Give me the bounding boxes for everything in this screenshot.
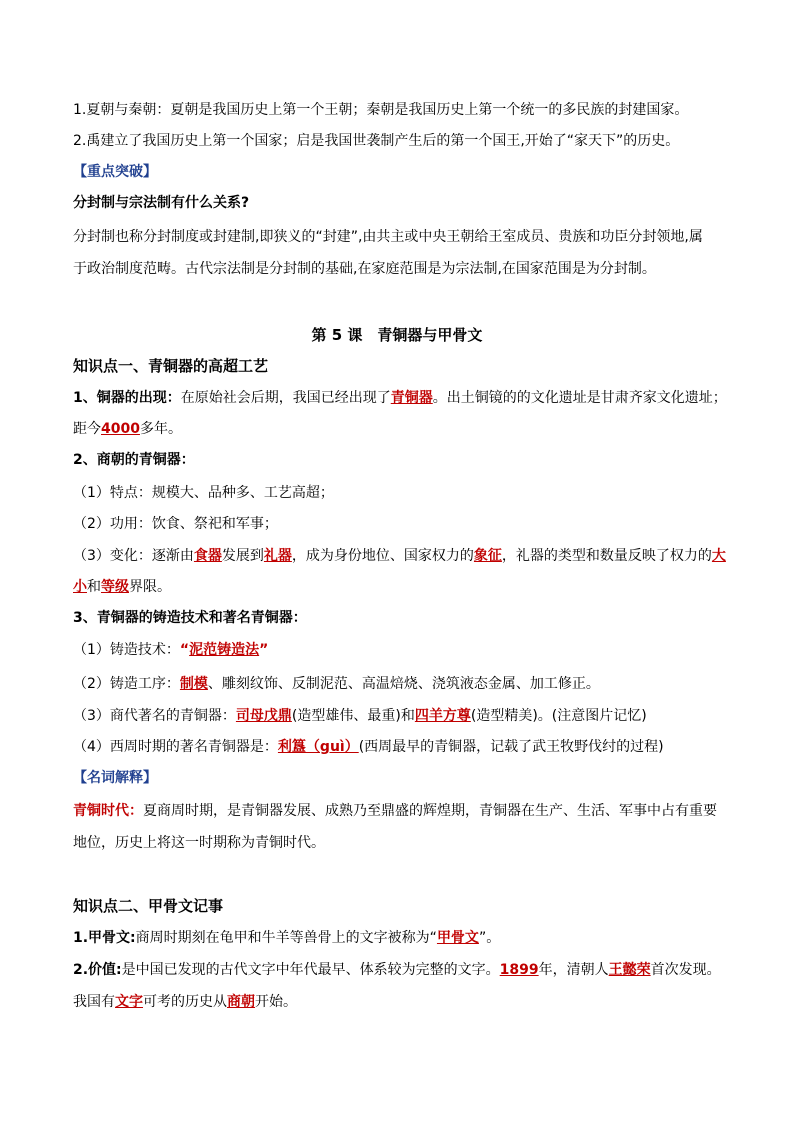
q1-text-c: ”。 xyxy=(478,930,501,946)
q2-keyword-writing: 文字 xyxy=(115,994,143,1010)
q2-keyword-shang: 商朝 xyxy=(227,994,255,1010)
answer-line-2: 于政治制度范畴。古代宗法制是分封制的基础,在家庭范围是为宗法制,在国家范围是为分封制。 xyxy=(73,261,656,277)
term-text-1: 夏商周时期，是青铜器发展、成熟乃至鼎盛的辉煌期，青铜器在生产、生活、军事中占有重要 xyxy=(143,803,717,819)
q2-keyword-wang-yirong: 王懿荣 xyxy=(608,962,651,978)
p3-i3-text-e: (造型精美)。(注意图片记忆) xyxy=(470,708,647,724)
p2-item-2: （2）功用：饮食、祭祀和军事； xyxy=(73,516,278,532)
q2-text-e: 首次发现。 xyxy=(650,962,721,978)
q2-text-f: 我国有 xyxy=(73,994,115,1010)
p3-i4-text-a: （4）西周时期的著名青铜器是： xyxy=(73,739,278,755)
p3-keyword-ligui: 利簋（guì） xyxy=(277,739,359,755)
p3-i1-quote-close: ” xyxy=(259,642,269,658)
p2-item-3-line-2 xyxy=(73,577,171,597)
p3-label: 3、青铜器的铸造技术和著名青铜器： xyxy=(73,610,307,626)
p2-keyword-rank: 等级 xyxy=(101,579,129,595)
term-label: 青铜时代： xyxy=(73,803,143,819)
p1-keyword-years: 4000 xyxy=(101,421,140,437)
p1-text-d: 距今 xyxy=(73,421,101,437)
p1-text-f: 多年。 xyxy=(139,421,182,437)
q2-line-1 xyxy=(73,960,721,980)
p2-i3-text-e: ，成为身份地位、国家权力的 xyxy=(291,548,474,564)
p1-line-2 xyxy=(73,419,182,439)
knowledge-point-1-heading: 知识点一、青铜器的高超工艺 xyxy=(73,357,269,375)
q2-text-j: 开始。 xyxy=(255,994,297,1010)
p3-i2-text-a: （2）铸造工序： xyxy=(73,676,180,692)
p2-keyword-symbol: 象征 xyxy=(473,548,502,564)
p2-keyword-size-2: 小 xyxy=(73,579,87,595)
knowledge-point-2-heading: 知识点二、甲骨文记事 xyxy=(73,897,224,915)
p1-text-c: 。出土铜镜的的文化遗址是甘肃齐家文化遗址； xyxy=(432,390,727,406)
q1-keyword-oracle-bone: 甲骨文 xyxy=(436,930,479,946)
p3-keyword-clay-mold: 泥范铸造法 xyxy=(189,642,260,658)
p3-i3-text-a: （3）商代著名的青铜器： xyxy=(73,708,236,724)
p2-item-3-line-1 xyxy=(73,546,726,566)
p3-i3-text-c: (造型雄伟、最重)和 xyxy=(291,708,415,724)
intro-line-2: 2.禹建立了我国历史上第一个国家；启是我国世袭制产生后的第一个国王,开始了“家天下”的历史。 xyxy=(73,133,680,149)
p3-item-3 xyxy=(73,706,647,726)
question-heading: 分封制与宗法制有什么关系? xyxy=(73,195,250,211)
q2-text-h: 可考的历史从 xyxy=(143,994,227,1010)
p3-item-1 xyxy=(73,640,268,660)
p2-i3-text-j: 和 xyxy=(87,579,101,595)
p3-keyword-mold: 制模 xyxy=(179,676,208,692)
p2-i3-text-a: （3）变化：逐渐由 xyxy=(73,548,194,564)
p2-keyword-size-1: 大 xyxy=(711,548,726,564)
p1-line-1 xyxy=(73,388,727,408)
q2-text-c: 年，清朝人 xyxy=(538,962,609,978)
q1-line xyxy=(73,928,500,948)
q2-line-2 xyxy=(73,992,297,1012)
term-line-1 xyxy=(73,801,717,821)
lesson-title: 第 5 课 青铜器与甲骨文 xyxy=(311,326,483,344)
p2-keyword-food-vessel: 食器 xyxy=(193,548,222,564)
p1-text-a: 在原始社会后期，我国已经出现了 xyxy=(180,390,391,406)
p2-keyword-ritual-vessel: 礼器 xyxy=(263,548,292,564)
p3-i2-text-c: 、雕刻纹饰、反制泥范、高温焙烧、浇筑液态金属、加工修正。 xyxy=(207,676,600,692)
p3-keyword-siyang-fangzun: 四羊方尊 xyxy=(414,708,471,724)
p2-i3-text-c: 发展到 xyxy=(221,548,264,564)
term-tag: 【名词解释】 xyxy=(73,770,157,786)
p2-label: 2、商朝的青铜器： xyxy=(73,452,195,468)
p3-i4-text-c: (西周最早的青铜器，记载了武王牧野伐纣的过程) xyxy=(358,739,664,755)
p1-label: 1、铜器的出现： xyxy=(73,390,181,406)
q2-keyword-year: 1899 xyxy=(499,962,539,978)
q1-label: 1.甲骨文: xyxy=(73,930,136,946)
intro-line-1: 1.夏朝与秦朝：夏朝是我国历史上第一个王朝；秦朝是我国历史上第一个统一的多民族的封建国家。 xyxy=(73,102,689,118)
p3-keyword-simuwu-ding: 司母戊鼎 xyxy=(235,708,292,724)
p2-i3-text-l: 界限。 xyxy=(129,579,171,595)
q2-text-a: 是中国已发现的古代文字中年代最早、体系较为完整的文字。 xyxy=(121,962,500,978)
p2-item-1: （1）特点：规模大、品种多、工艺高超； xyxy=(73,485,334,501)
term-line-2: 地位，历史上将这一时期称为青铜时代。 xyxy=(73,835,325,851)
q1-text-a: 商周时期刻在龟甲和牛羊等兽骨上的文字被称为“ xyxy=(135,930,437,946)
key-points-tag: 【重点突破】 xyxy=(73,164,157,180)
p3-item-4 xyxy=(73,737,664,757)
q2-label: 2.价值: xyxy=(73,962,122,978)
p2-i3-text-g: ，礼器的类型和数量反映了权力的 xyxy=(501,548,712,564)
p3-item-2 xyxy=(73,674,600,694)
answer-line-1: 分封制也称分封制度或封建制,即狭义的“封建”,由共主或中央王朝给王室成员、贵族和功臣分封领地,属 xyxy=(73,229,703,245)
p1-keyword-bronze: 青铜器 xyxy=(390,390,433,406)
p3-i1-text-a: （1）铸造技术： xyxy=(73,642,180,658)
p3-i1-quote-open: “ xyxy=(179,642,190,658)
